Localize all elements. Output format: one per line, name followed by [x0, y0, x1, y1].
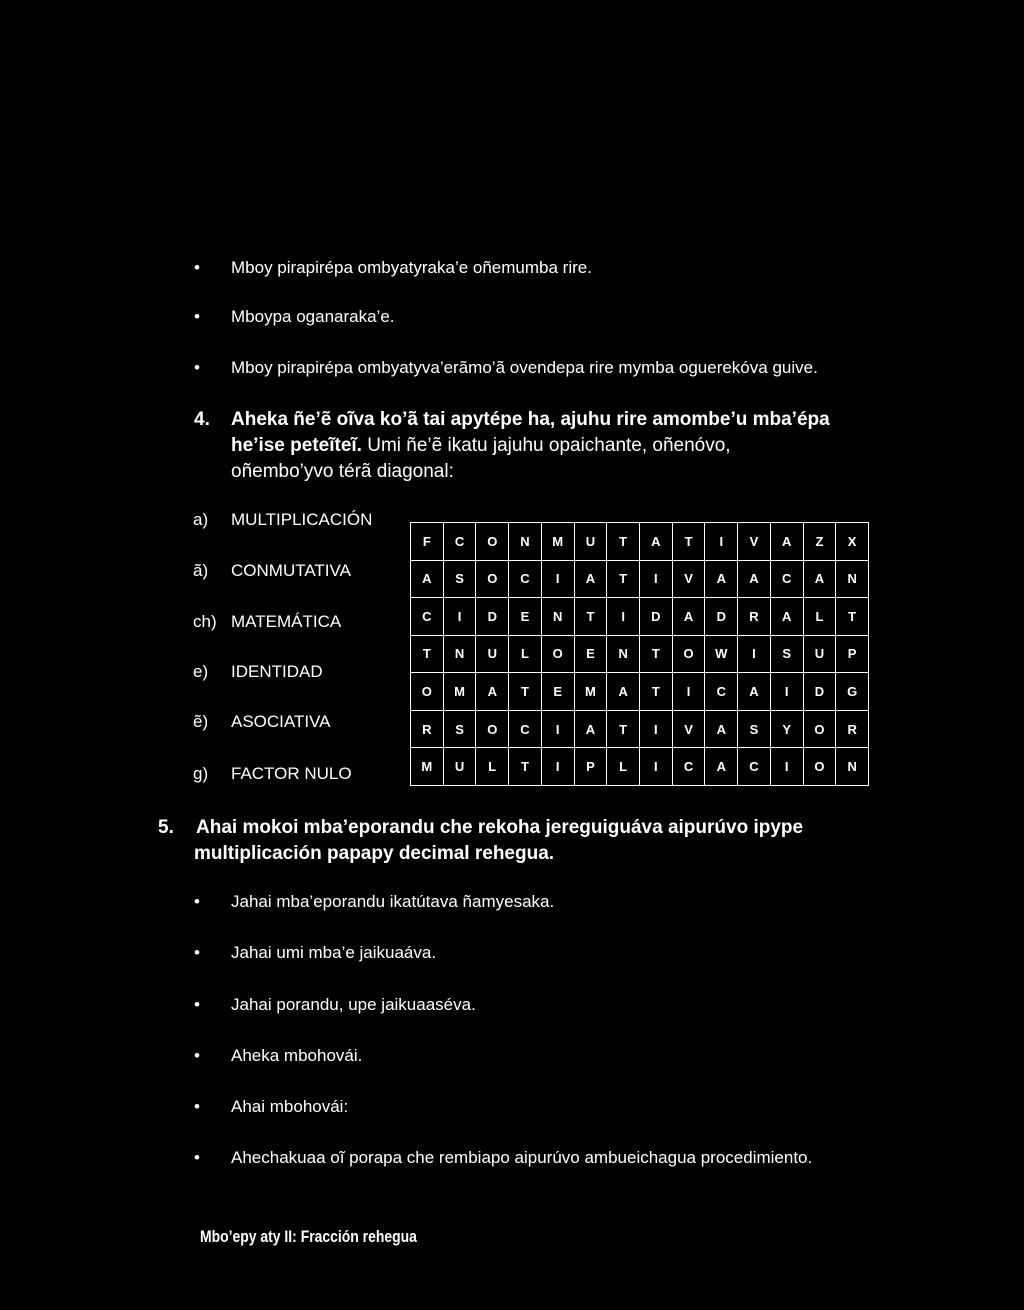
grid-cell: O	[804, 748, 837, 786]
grid-cell: A	[607, 673, 640, 711]
grid-cell: T	[607, 711, 640, 749]
grid-cell: V	[738, 523, 771, 561]
grid-cell: A	[640, 523, 673, 561]
grid-cell: O	[476, 711, 509, 749]
bullet-icon: •	[194, 995, 200, 1014]
grid-cell: L	[607, 748, 640, 786]
bullet-item: • Jahai mba’eporandu ikatútava ñamyesaka.	[194, 892, 555, 911]
grid-cell: M	[575, 673, 608, 711]
grid-cell: A	[476, 673, 509, 711]
grid-cell: L	[509, 636, 542, 674]
page-footer: Mbo’epy aty II: Fracción rehegua	[200, 1227, 417, 1246]
grid-cell: A	[705, 711, 738, 749]
bullet-icon: •	[194, 1097, 200, 1116]
grid-cell: I	[542, 561, 575, 599]
grid-cell: W	[705, 636, 738, 674]
grid-cell: A	[771, 523, 804, 561]
grid-cell: D	[476, 598, 509, 636]
grid-cell: T	[509, 748, 542, 786]
word-item: ch) MATEMÁTICA	[193, 612, 342, 631]
grid-cell: I	[542, 711, 575, 749]
grid-cell: A	[705, 748, 738, 786]
grid-cell: N	[542, 598, 575, 636]
grid-cell: D	[705, 598, 738, 636]
grid-cell: A	[705, 561, 738, 599]
grid-cell: C	[705, 673, 738, 711]
grid-cell: R	[836, 711, 869, 749]
word-item: ã) CONMUTATIVA	[193, 561, 351, 580]
word-item: e) IDENTIDAD	[193, 662, 323, 681]
grid-cell: E	[542, 673, 575, 711]
grid-cell: O	[476, 523, 509, 561]
grid-cell: T	[607, 561, 640, 599]
grid-cell: C	[771, 561, 804, 599]
grid-cell: I	[640, 748, 673, 786]
bullet-icon: •	[194, 943, 200, 962]
question-line: he’ise peteĩteĩ. Umi ñe’ẽ ikatu jajuhu opaichante, oñenóvo,	[231, 435, 731, 456]
grid-cell: U	[476, 636, 509, 674]
grid-cell: N	[509, 523, 542, 561]
grid-cell: C	[509, 561, 542, 599]
word-search-grid	[410, 522, 869, 786]
grid-cell: E	[509, 598, 542, 636]
grid-cell: T	[575, 598, 608, 636]
grid-cell: N	[836, 561, 869, 599]
grid-cell: S	[444, 561, 477, 599]
bullet-item: • Ahai mbohovái:	[194, 1097, 349, 1116]
grid-cell: E	[575, 636, 608, 674]
grid-cell: O	[542, 636, 575, 674]
grid-cell: A	[738, 561, 771, 599]
grid-cell: N	[836, 748, 869, 786]
grid-cell: I	[738, 636, 771, 674]
grid-cell: I	[705, 523, 738, 561]
grid-cell: A	[575, 711, 608, 749]
grid-cell: R	[411, 711, 444, 749]
bullet-item: • Mboy pirapirépa ombyatyva’erãmo’ã ovendepa rire mymba oguerekóva guive.	[194, 358, 818, 377]
grid-cell: I	[673, 673, 706, 711]
grid-cell: O	[673, 636, 706, 674]
question-line: oñembo’yvo térã diagonal:	[231, 461, 454, 482]
grid-cell: Y	[771, 711, 804, 749]
grid-cell: T	[640, 636, 673, 674]
grid-cell: S	[444, 711, 477, 749]
grid-cell: U	[575, 523, 608, 561]
question-line: Ahai mokoi mba’eporandu che rekoha jereguiguáva aipurúvo ipype	[196, 817, 804, 838]
grid-cell: L	[804, 598, 837, 636]
grid-cell: A	[673, 598, 706, 636]
grid-cell: T	[509, 673, 542, 711]
question-number: 4.	[194, 409, 210, 430]
question-number: 5.	[158, 817, 174, 838]
grid-cell: I	[640, 711, 673, 749]
grid-cell: C	[411, 598, 444, 636]
bullet-item: • Ahechakuaa oĩ porapa che rembiapo aipurúvo ambueichagua procedimiento.	[194, 1148, 813, 1167]
word-item: g) FACTOR NULO	[193, 764, 352, 783]
grid-cell: A	[411, 561, 444, 599]
grid-cell: U	[444, 748, 477, 786]
grid-cell: O	[411, 673, 444, 711]
bullet-icon: •	[194, 358, 200, 377]
grid-cell: F	[411, 523, 444, 561]
grid-cell: C	[509, 711, 542, 749]
grid-cell: I	[771, 673, 804, 711]
grid-cell: P	[836, 636, 869, 674]
word-item: ẽ) ASOCIATIVA	[193, 712, 331, 731]
bullet-item: • Jahai umi mba’e jaikuaáva.	[194, 943, 437, 962]
bullet-item: • Mboypa oganaraka’e.	[194, 307, 395, 326]
bullet-item: • Aheka mbohovái.	[194, 1046, 363, 1065]
grid-cell: O	[804, 711, 837, 749]
grid-cell: I	[771, 748, 804, 786]
grid-cell: A	[575, 561, 608, 599]
grid-cell: G	[836, 673, 869, 711]
grid-cell: X	[836, 523, 869, 561]
grid-cell: C	[444, 523, 477, 561]
bullet-item: • Mboy pirapirépa ombyatyraka’e oñemumba rire.	[194, 258, 592, 277]
grid-cell: L	[476, 748, 509, 786]
grid-cell: I	[444, 598, 477, 636]
question-line: Aheka ñe’ẽ oĩva ko’ã tai apytépe ha, ajuhu rire amombe’u mba’épa	[231, 409, 830, 430]
grid-cell: D	[804, 673, 837, 711]
word-item: a) MULTIPLICACIÓN	[193, 510, 373, 529]
grid-cell: I	[542, 748, 575, 786]
grid-cell: O	[476, 561, 509, 599]
grid-cell: C	[673, 748, 706, 786]
grid-cell: N	[444, 636, 477, 674]
grid-cell: S	[771, 636, 804, 674]
grid-cell: M	[444, 673, 477, 711]
bullet-icon: •	[194, 1046, 200, 1065]
bullet-icon: •	[194, 892, 200, 911]
grid-cell: V	[673, 561, 706, 599]
grid-cell: T	[411, 636, 444, 674]
grid-cell: D	[640, 598, 673, 636]
bullet-icon: •	[194, 258, 200, 277]
grid-cell: A	[738, 673, 771, 711]
question-line: multiplicación papapy decimal rehegua.	[194, 843, 555, 864]
grid-cell: R	[738, 598, 771, 636]
grid-cell: Z	[804, 523, 837, 561]
grid-cell: P	[575, 748, 608, 786]
grid-cell: T	[607, 523, 640, 561]
grid-cell: T	[673, 523, 706, 561]
grid-cell: S	[738, 711, 771, 749]
grid-cell: N	[607, 636, 640, 674]
grid-cell: A	[804, 561, 837, 599]
grid-cell: V	[673, 711, 706, 749]
grid-cell: A	[771, 598, 804, 636]
bullet-icon: •	[194, 307, 200, 326]
grid-cell: T	[836, 598, 869, 636]
grid-cell: M	[411, 748, 444, 786]
grid-cell: U	[804, 636, 837, 674]
grid-cell: C	[738, 748, 771, 786]
grid-cell: T	[640, 673, 673, 711]
grid-cell: M	[542, 523, 575, 561]
bullet-item: • Jahai porandu, upe jaikuaaséva.	[194, 995, 476, 1014]
bullet-icon: •	[194, 1148, 200, 1167]
grid-cell: I	[640, 561, 673, 599]
grid-cell: I	[607, 598, 640, 636]
